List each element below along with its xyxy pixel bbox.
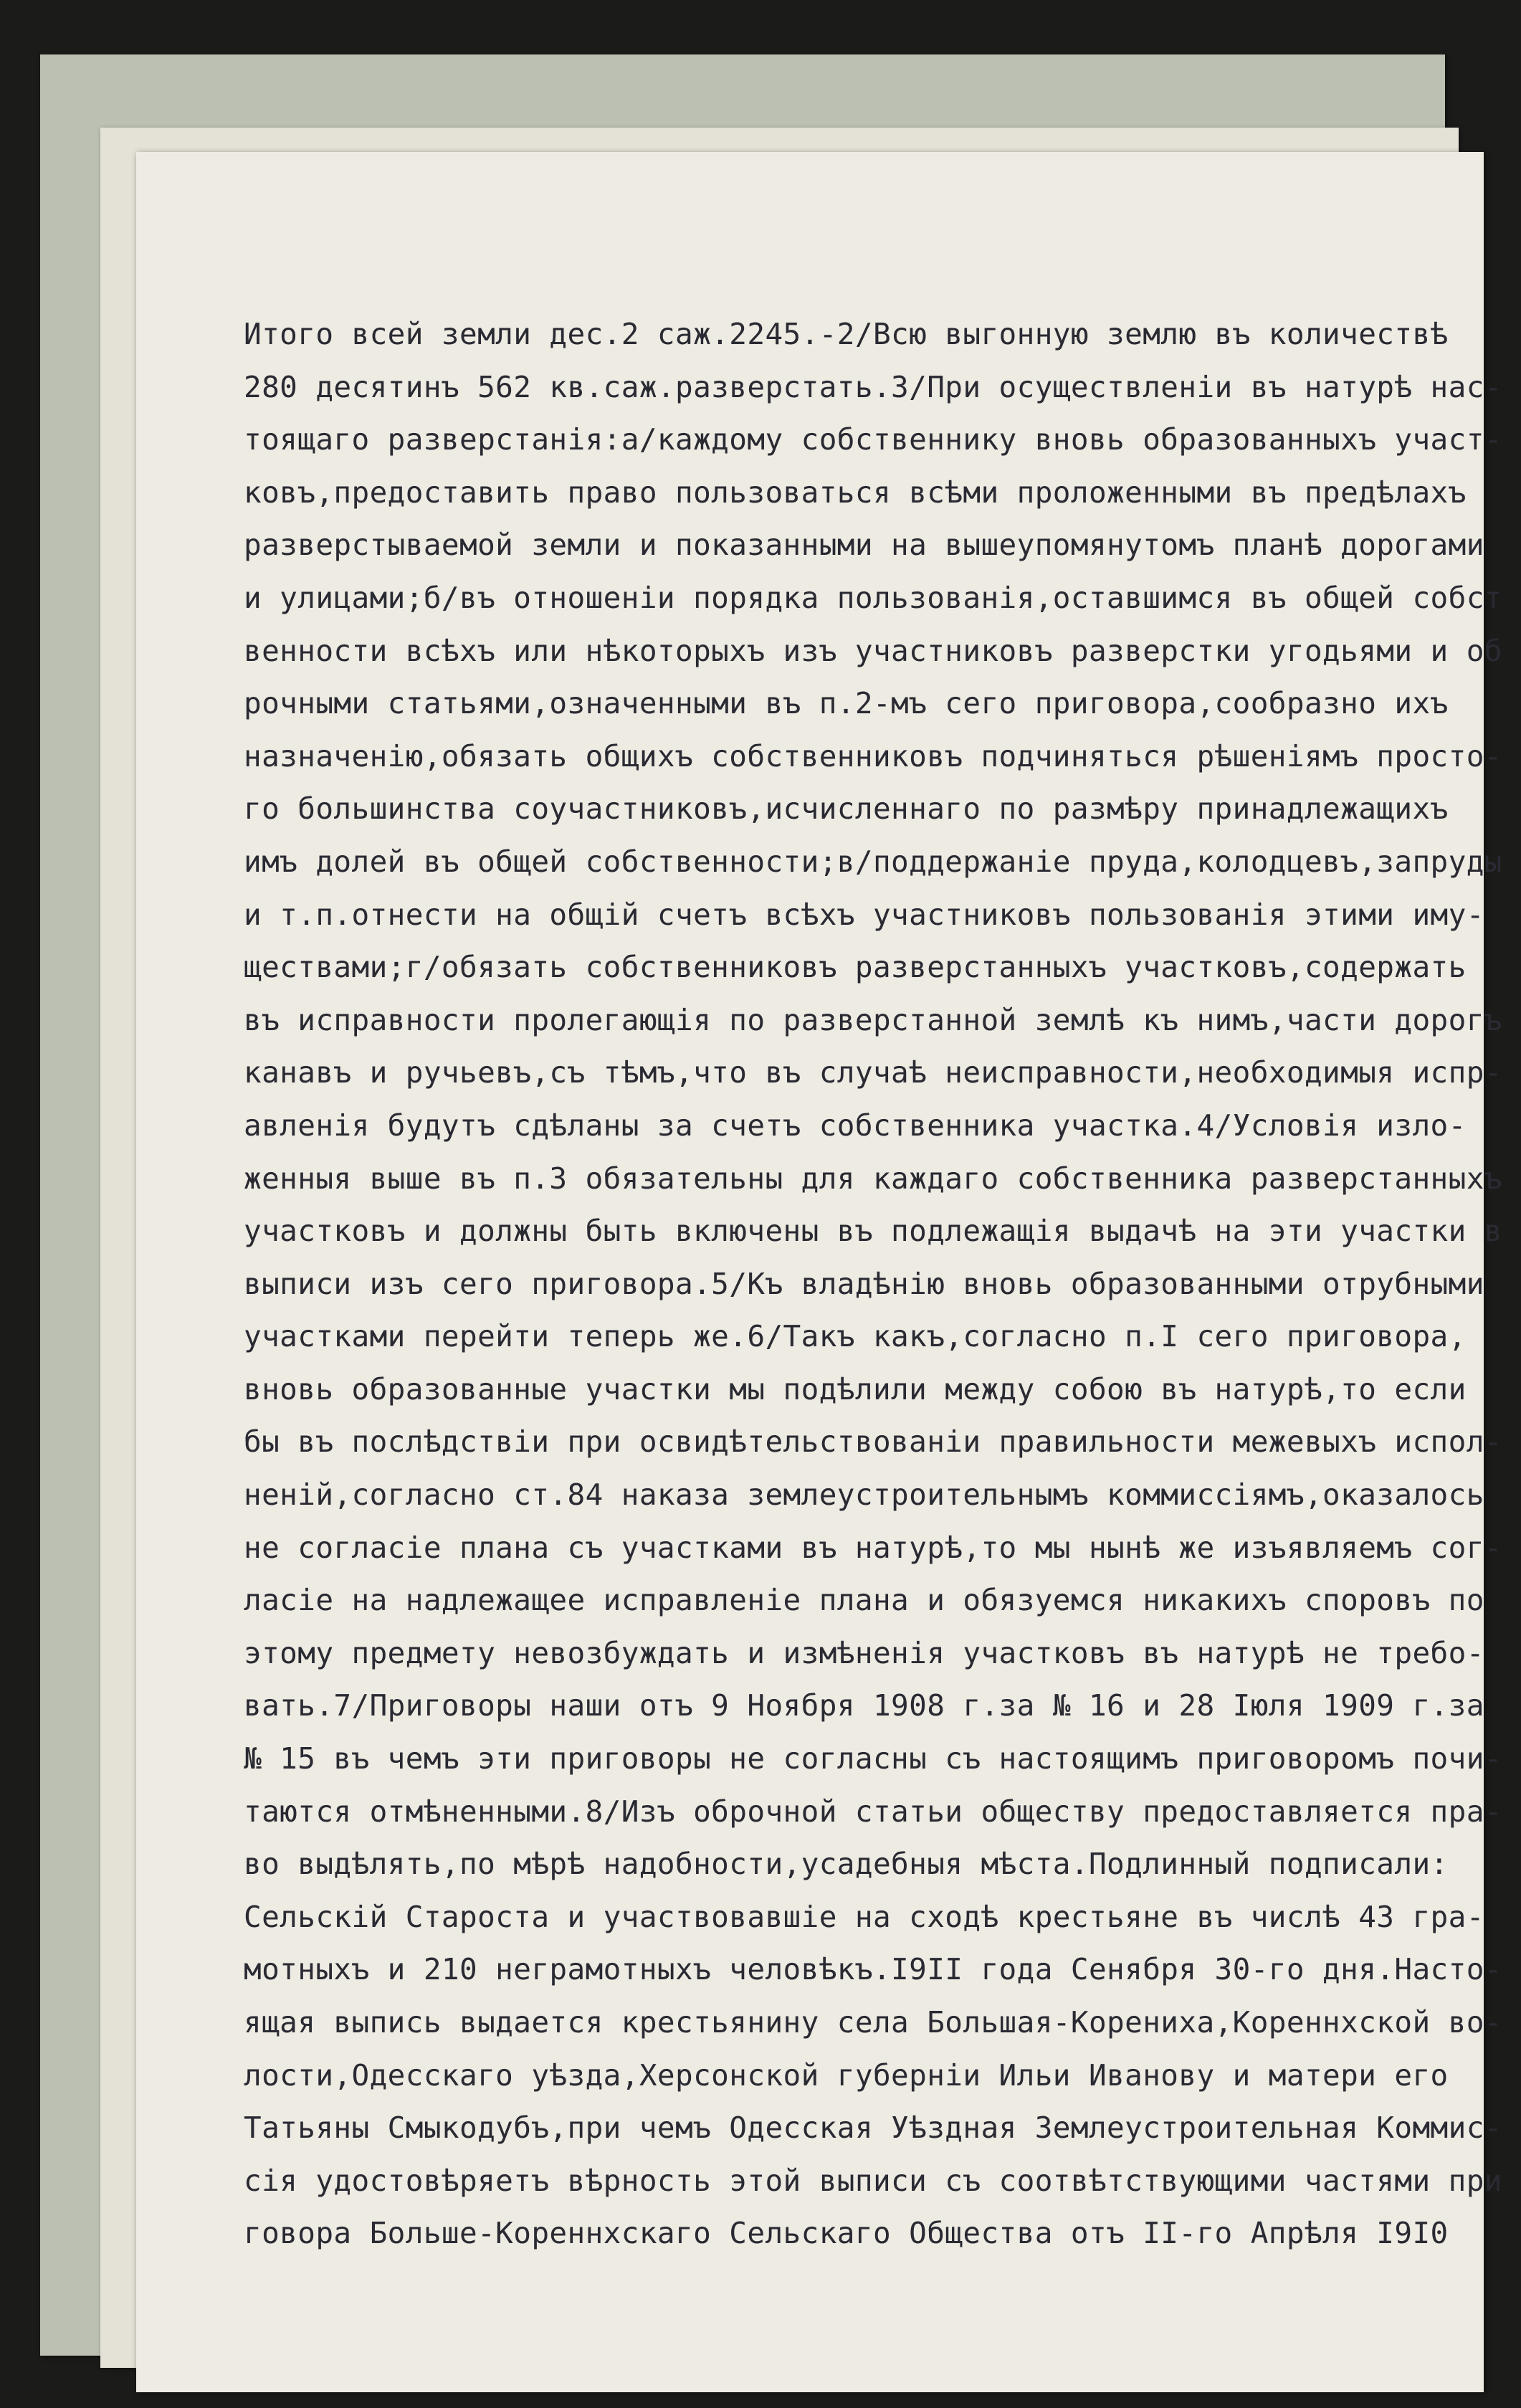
text-line: говора Больше-Кореннхскаго Сельскаго Общества отъ II-го Апрѣля I9I0	[244, 2216, 1449, 2251]
text-line: въ исправности пролегающія по разверстанной землѣ къ нимъ,части дорогъ	[244, 1002, 1502, 1037]
text-line: неній,согласно ст.84 наказа землеустроительнымъ коммиссіямъ,оказалось	[244, 1477, 1484, 1513]
text-line: канавъ и ручьевъ,съ тѣмъ,что въ случаѣ неисправности,необходимыя испр-	[244, 1055, 1502, 1090]
text-line: выписи изъ сего приговора.5/Къ владѣнію вновь образованными отрубными	[244, 1266, 1484, 1301]
text-line: ласіе на надлежащее исправленіе плана и обязуемся никакихъ споровъ по	[244, 1583, 1484, 1618]
text-line: ящая выпись выдается крестьянину села Большая-Корениха,Кореннхской во-	[244, 2005, 1502, 2040]
text-line: бы въ послѣдствіи при освидѣтельствованіи правильности межевыхъ испол-	[244, 1424, 1502, 1460]
text-line: и улицами;б/въ отношеніи порядка пользованія,оставшимся въ общей собст	[244, 580, 1502, 615]
text-line: рочными статьями,означенными въ п.2-мъ сего приговора,сообразно ихъ	[244, 686, 1449, 721]
text-line: во выдѣлять,по мѣрѣ надобности,усадебныя мѣста.Подлинный подписали:	[244, 1847, 1449, 1882]
text-line: имъ долей въ общей собственности;в/поддержаніе пруда,колодцевъ,запруды	[244, 844, 1502, 879]
text-line: и т.п.отнести на общій счетъ всѣхъ участниковъ пользованія этими иму-	[244, 897, 1484, 932]
text-line: авленія будутъ сдѣланы за счетъ собственника участка.4/Условія изло-	[244, 1108, 1467, 1143]
text-line: Сельскій Староста и участвовавшіе на сходѣ крестьяне въ числѣ 43 гра-	[244, 1899, 1484, 1934]
text-line: мотныхъ и 210 неграмотныхъ человѣкъ.I9II года Сенября 30-го дня.Насто-	[244, 1952, 1502, 1987]
text-line: вновь образованные участки мы подѣлили между собою въ натурѣ,то если	[244, 1371, 1467, 1407]
text-line: № 15 въ чемъ эти приговоры не согласны съ настоящимъ приговоромъ почи-	[244, 1741, 1502, 1776]
text-line: Итого всей земли дес.2 саж.2245.-2/Всю выгонную землю въ количествѣ	[244, 317, 1449, 351]
text-line: лости,Одесскаго уѣзда,Херсонской губерніи Ильи Иванову и матери его	[244, 2057, 1449, 2093]
text-line: таются отмѣненными.8/Изъ оброчной статьи обществу предоставляется пра-	[244, 1794, 1502, 1829]
text-line: сія удостовѣряетъ вѣрность этой выписи съ соотвѣтствующими частями при	[244, 2163, 1502, 2198]
text-line: ществами;г/обязать собственниковъ разверстанныхъ участковъ,содержать	[244, 950, 1467, 985]
text-line: тоящаго разверстанія:а/каждому собственнику вновь образованныхъ участ-	[244, 422, 1502, 457]
text-line: этому предмету невозбуждать и измѣненія участковъ въ натурѣ не требо-	[244, 1635, 1484, 1670]
text-line: участковъ и должны быть включены въ подлежащія выдачѣ на эти участки в	[244, 1214, 1502, 1249]
typewritten-text	[244, 308, 1502, 2260]
text-line: 280 десятинъ 562 кв.саж.разверстать.3/При осуществленіи въ натурѣ нас-	[244, 369, 1502, 404]
text-line: назначенію,обязать общихъ собственниковъ подчиняться рѣшеніямъ просто-	[244, 738, 1502, 774]
text-line: разверстываемой земли и показанными на вышеупомянутомъ планѣ дорогами	[244, 528, 1484, 563]
text-line: не согласіе плана съ участками въ натурѣ,то мы нынѣ же изъявляемъ сог-	[244, 1530, 1502, 1565]
text-line: женныя выше въ п.3 обязательны для каждаго собственника разверстанныхъ	[244, 1161, 1502, 1196]
text-line: ковъ,предоставить право пользоваться всѣми проложенными въ предѣлахъ	[244, 475, 1467, 510]
text-line: Татьяны Смыкодубъ,при чемъ Одесская Уѣздная Землеустроительная Коммис-	[244, 2110, 1502, 2146]
text-line: венности всѣхъ или нѣкоторыхъ изъ участниковъ разверстки угодьями и об	[244, 633, 1502, 668]
text-line: участками перейти теперь же.6/Такъ какъ,согласно п.I сего приговора,	[244, 1319, 1467, 1354]
text-line: го большинства соучастниковъ,исчисленнаго по размѣру принадлежащихъ	[244, 791, 1449, 827]
text-line: вать.7/Приговоры наши отъ 9 Ноября 1908 г.за № 16 и 28 Іюля 1909 г.за	[244, 1688, 1484, 1723]
